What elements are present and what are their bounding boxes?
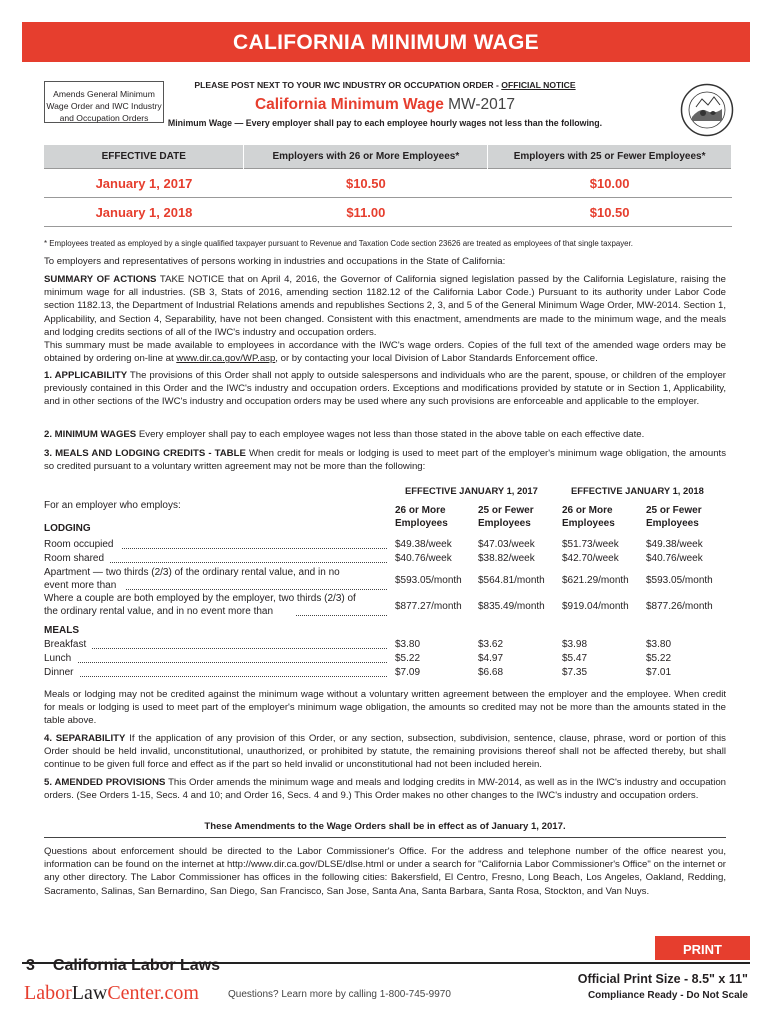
state-seal-icon bbox=[680, 83, 734, 137]
effective-2018-header: EFFECTIVE JANUARY 1, 2018 bbox=[571, 485, 704, 496]
leader-dots bbox=[78, 662, 387, 663]
lodging-apartment-line-1: Apartment — two thirds (2/3) of the ordinary rental value, and in no bbox=[44, 567, 340, 578]
credit-value: $7.35 bbox=[562, 667, 588, 678]
wage-cell: $11.00 bbox=[244, 198, 488, 227]
table-row bbox=[44, 198, 732, 227]
post-notice-text: PLEASE POST NEXT TO YOUR IWC INDUSTRY OR OCCUPATION ORDER - bbox=[194, 80, 502, 90]
compliance-note: Compliance Ready - Do Not Scale bbox=[587, 990, 748, 1001]
col-26-or-more: 26 or More Employees bbox=[395, 505, 448, 529]
meals-note: Meals or lodging may not be credited against the minimum wage without a voluntary written agreement between the employer and the employee. When credit for meals or lodging is used to meet part of the employer's minimum wage obligation, the amounts so credited may not be more than the amounts stated in the table above. bbox=[44, 689, 726, 727]
meal-lunch: Lunch bbox=[44, 653, 72, 664]
credit-value: $593.05/month bbox=[395, 575, 462, 586]
summary-body-2: This summary must be made available to employees in accordance with the IWC's wage orders. Copies of the full text of the amended wage orders may be obtained by ordering on-line at bbox=[44, 340, 726, 365]
mw-title-name: California Minimum Wage bbox=[254, 96, 444, 113]
meal-breakfast: Breakfast bbox=[44, 639, 87, 650]
minimum-wage-table bbox=[44, 145, 732, 227]
lodging-couple-line-2: the ordinary rental value, and in no event more than bbox=[44, 606, 274, 617]
section-meals-lodging bbox=[44, 447, 726, 473]
page-title-banner: CALIFORNIA MINIMUM WAGE bbox=[22, 22, 750, 62]
credit-value: $40.76/week bbox=[395, 553, 452, 564]
credit-value: $564.81/month bbox=[478, 575, 545, 586]
print-button[interactable]: PRINT bbox=[655, 936, 750, 960]
credit-value: $42.70/week bbox=[562, 553, 619, 564]
effective-date-cell: January 1, 2018 bbox=[44, 198, 244, 227]
intro-text: To employers and representatives of persons working in industries and occupations in the State of California: bbox=[44, 256, 506, 267]
credit-value: $4.97 bbox=[478, 653, 504, 664]
section-applicability bbox=[44, 369, 726, 409]
section-body: The provisions of this Order shall not apply to outside salespersons and individuals who are the parent, spouse, or children of the employer previously contained in this Order and the IWC's industry and occupation orders. Exceptions and modifications provided by statute or in Section 1, Applicability, and in other sections of the IWC's industry and occupation orders may be used where any such provisions are enforceable and applicable to the employer. bbox=[44, 370, 726, 408]
mw-title-code: MW-2017 bbox=[443, 96, 516, 113]
lodging-room-occupied: Room occupied bbox=[44, 539, 114, 550]
wage-cell: $10.50 bbox=[244, 169, 488, 198]
leader-dots bbox=[92, 648, 387, 649]
header-25-or-fewer: Employers with 25 or Fewer Employees* bbox=[488, 145, 732, 169]
amends-box: Amends General Minimum Wage Order and IWC Industry and Occupation Orders bbox=[44, 81, 164, 123]
page-number: 3 bbox=[26, 957, 35, 974]
leader-dots bbox=[80, 676, 387, 677]
logo-law: Law bbox=[71, 982, 108, 1004]
credit-value: $621.29/month bbox=[562, 575, 629, 586]
credit-value: $49.38/week bbox=[646, 539, 703, 550]
meals-label: MEALS bbox=[44, 625, 79, 636]
summary-heading: SUMMARY OF ACTIONS bbox=[44, 274, 157, 285]
credit-value: $835.49/month bbox=[478, 601, 545, 612]
credit-value: $7.01 bbox=[646, 667, 672, 678]
meal-dinner: Dinner bbox=[44, 667, 74, 678]
questions-call: Questions? Learn more by calling 1-800-745-9970 bbox=[228, 989, 451, 1000]
credit-value: $5.47 bbox=[562, 653, 588, 664]
col-25-or-fewer: 25 or Fewer Employees bbox=[478, 505, 534, 529]
leader-dots bbox=[126, 589, 387, 590]
laborlawcenter-logo bbox=[24, 982, 199, 1005]
section-heading: 3. MEALS AND LODGING CREDITS - TABLE bbox=[44, 448, 246, 459]
credit-value: $5.22 bbox=[395, 653, 421, 664]
wage-cell: $10.50 bbox=[488, 198, 732, 227]
credit-value: $877.26/month bbox=[646, 601, 713, 612]
section-body: This Order amends the minimum wage and meals and lodging credits in MW-2014, as well as in the IWC's industry and occupation orders. (See Orders 1-15, Secs. 4 and 10; and Order 16, Secs. 4 and 9.) This Order makes no other changes to the IWC's industry and occupation orders. bbox=[44, 777, 726, 802]
section-amended-provisions bbox=[44, 776, 726, 802]
logo-center: Center.com bbox=[107, 982, 199, 1004]
credit-value: $51.73/week bbox=[562, 539, 619, 550]
credit-value: $877.27/month bbox=[395, 601, 462, 612]
mw-title bbox=[0, 96, 770, 114]
official-print-size: Official Print Size - 8.5" x 11" bbox=[577, 972, 748, 986]
leader-dots bbox=[296, 615, 387, 616]
credit-value: $3.62 bbox=[478, 639, 504, 650]
credit-value: $593.05/month bbox=[646, 575, 713, 586]
summary-body: TAKE NOTICE that on April 4, 2016, the Governor of California signed legislation passed by the California Legislature, raising the minimum wage for all industries. (SB 3, Stats of 2016, amending section 1182.12 of the California Labor Code.) Pursuant to its authority under Labor Code section 1182.13, the Department of Industrial Relations amends and republishes Sections 2, 3, and 5 of the General Minimum Wage Order, MW-2014. Section 1, Applicability, and Section 4, Separability, have not been changed. Consistent with this enactment, amendments are made to the minimum wage, and the meals and lodging credits sections of all of the IWC's industry and occupation orders. bbox=[44, 274, 726, 338]
credit-value: $3.98 bbox=[562, 639, 588, 650]
mw-subtitle: Minimum Wage — Every employer shall pay to each employee hourly wages not less than the following. bbox=[167, 118, 603, 128]
summary-of-actions bbox=[44, 273, 726, 365]
section-body: Every employer shall pay to each employee wages not less than those stated in the above table on each effective date. bbox=[136, 429, 645, 440]
section-separability bbox=[44, 732, 726, 772]
questions-paragraph: Questions about enforcement should be directed to the Labor Commissioner's Office. For the address and telephone number of the office nearest you, information can be found on the internet at http://www.dir.ca.gov/DLSE/dlse.html or under a search for "California Labor Commissioner's Office" on the internet or any other directory. The Labor Commissioner has offices in the following cities: Bakersfield, El Centro, Fresno, Long Beach, Los Angeles, Oakland, Redding, Sacramento, Salinas, San Bernardino, San Diego, San Francisco, San Jose, Santa Ana, Santa Barbara, Santa Rosa, Stockton, and Van Nuys. bbox=[44, 846, 726, 897]
wage-cell: $10.00 bbox=[488, 169, 732, 198]
credit-value: $47.03/week bbox=[478, 539, 535, 550]
credit-value: $40.76/week bbox=[646, 553, 703, 564]
credit-value: $919.04/month bbox=[562, 601, 629, 612]
wage-table-header bbox=[44, 145, 732, 169]
summary-body-3: , or by contacting your local Division of Labor Standards Enforcement office. bbox=[275, 353, 598, 365]
credit-value: $49.38/week bbox=[395, 539, 452, 550]
section-minimum-wages bbox=[44, 428, 726, 441]
leader-dots bbox=[110, 562, 387, 563]
credit-value: $5.22 bbox=[646, 653, 672, 664]
credit-value: $3.80 bbox=[395, 639, 421, 650]
footer-title bbox=[26, 957, 220, 975]
credit-value: $38.82/week bbox=[478, 553, 535, 564]
col-25-or-fewer: 25 or Fewer Employees bbox=[646, 505, 702, 529]
divider bbox=[44, 837, 726, 838]
table-row bbox=[44, 169, 732, 198]
header-26-or-more: Employers with 26 or More Employees* bbox=[244, 145, 488, 169]
lodging-label: LODGING bbox=[44, 523, 91, 534]
col-26-or-more: 26 or More Employees bbox=[562, 505, 615, 529]
section-heading: 4. SEPARABILITY bbox=[44, 733, 126, 744]
lodging-room-shared: Room shared bbox=[44, 553, 105, 564]
effective-date-cell: January 1, 2017 bbox=[44, 169, 244, 198]
lodging-couple-line-1: Where a couple are both employed by the employer, two thirds (2/3) of bbox=[44, 593, 356, 604]
effective-date-statement: These Amendments to the Wage Orders shall be in effect as of January 1, 2017. bbox=[204, 821, 566, 832]
wage-orders-link[interactable]: www.dir.ca.gov/WP.asp bbox=[176, 353, 276, 365]
section-heading: 2. MINIMUM WAGES bbox=[44, 429, 137, 440]
effective-2017-header: EFFECTIVE JANUARY 1, 2017 bbox=[405, 485, 538, 496]
official-notice: OFFICIAL NOTICE bbox=[501, 80, 576, 90]
lodging-apartment-line-2: event more than bbox=[44, 580, 117, 591]
section-body: If the application of any provision of this Order, or any section, subsection, subdivision, sentence, clause, phrase, word or portion of this Order should be held invalid, unconstitutional, unauthorized, or prohibited by statute, the remaining provisions thereof shall not be affected thereby, but shall continue to be given full force and effect as if the part so held invalid or unconstitutional had not been included herein. bbox=[44, 733, 726, 771]
section-heading: 1. APPLICABILITY bbox=[44, 370, 128, 381]
header-effective-date: EFFECTIVE DATE bbox=[44, 145, 244, 169]
post-notice bbox=[0, 80, 770, 90]
laws-title: California Labor Laws bbox=[52, 957, 221, 974]
credit-value: $6.68 bbox=[478, 667, 504, 678]
credit-value: $7.09 bbox=[395, 667, 421, 678]
footnote: * Employees treated as employed by a single qualified taxpayer pursuant to Revenue and Taxation Code section 23626 are treated as employees of that single taxpayer. bbox=[44, 239, 633, 248]
credit-value: $3.80 bbox=[646, 639, 672, 650]
leader-dots bbox=[122, 548, 387, 549]
section-heading: 5. AMENDED PROVISIONS bbox=[44, 777, 166, 788]
logo-labor: Labor bbox=[24, 982, 72, 1004]
for-employer-label: For an employer who employs: bbox=[44, 500, 181, 511]
section-body: When credit for meals or lodging is used to meet part of the employer's minimum wage obligation, the amounts so credited pursuant to a voluntary written agreement may not be more than the following: bbox=[44, 448, 726, 473]
